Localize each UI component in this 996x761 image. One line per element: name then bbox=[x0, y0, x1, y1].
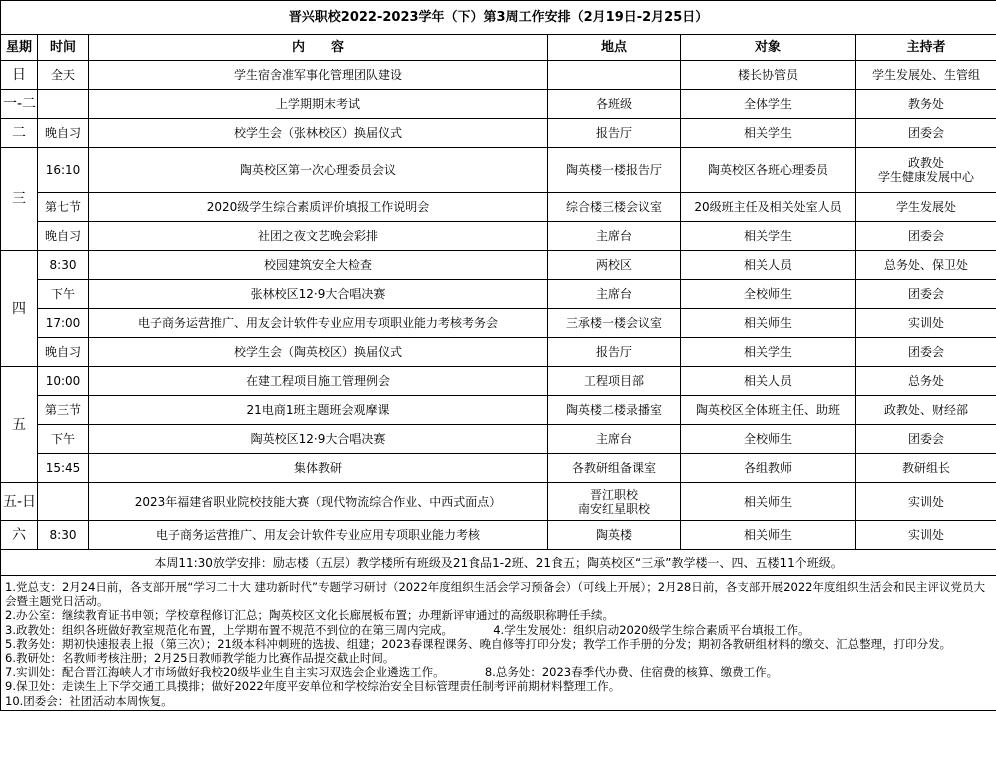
host-cell: 团委会 bbox=[856, 280, 996, 309]
content-cell: 社团之夜文艺晚会彩排 bbox=[89, 222, 548, 251]
place-cell: 报告厅 bbox=[548, 119, 681, 148]
table-row bbox=[1, 396, 996, 425]
target-cell: 相关师生 bbox=[681, 521, 856, 550]
content-cell: 在建工程项目施工管理例会 bbox=[89, 367, 548, 396]
content-cell: 电子商务运营推广、用友会计软件专业应用专项职业能力考核 bbox=[89, 521, 548, 550]
host-cell: 总务处 bbox=[856, 367, 996, 396]
host-cell: 学生发展处 bbox=[856, 193, 996, 222]
day-cell: 日 bbox=[1, 61, 38, 90]
day-cell: 五-日 bbox=[1, 483, 38, 521]
time-cell bbox=[38, 90, 89, 119]
day-cell: 四 bbox=[1, 251, 38, 367]
day-cell: 三 bbox=[1, 148, 38, 251]
content-cell: 校学生会（陶英校区）换届仪式 bbox=[89, 338, 548, 367]
table-row bbox=[1, 251, 996, 280]
target-cell: 全校师生 bbox=[681, 280, 856, 309]
place-cell: 主席台 bbox=[548, 425, 681, 454]
time-cell: 8:30 bbox=[38, 251, 89, 280]
time-cell: 10:00 bbox=[38, 367, 89, 396]
place-cell: 晋江职校 南安红星职校 bbox=[548, 483, 681, 521]
content-cell: 上学期期末考试 bbox=[89, 90, 548, 119]
content-cell: 校学生会（张林校区）换届仪式 bbox=[89, 119, 548, 148]
host-cell: 总务处、保卫处 bbox=[856, 251, 996, 280]
day-cell: 二 bbox=[1, 119, 38, 148]
place-cell: 主席台 bbox=[548, 222, 681, 251]
target-cell: 陶英校区全体班主任、助班 bbox=[681, 396, 856, 425]
place-cell: 各教研组备课室 bbox=[548, 454, 681, 483]
table-row bbox=[1, 280, 996, 309]
place-cell: 陶英楼 bbox=[548, 521, 681, 550]
header-day: 星期 bbox=[1, 35, 38, 61]
day-cell: 一-二 bbox=[1, 90, 38, 119]
place-cell bbox=[548, 61, 681, 90]
target-cell: 相关学生 bbox=[681, 222, 856, 251]
time-cell: 16:10 bbox=[38, 148, 89, 193]
table-row bbox=[1, 367, 996, 396]
time-cell: 17:00 bbox=[38, 309, 89, 338]
header-place: 地点 bbox=[548, 35, 681, 61]
target-cell: 相关师生 bbox=[681, 483, 856, 521]
target-cell: 相关人员 bbox=[681, 367, 856, 396]
time-cell: 晚自习 bbox=[38, 222, 89, 251]
header-target: 对象 bbox=[681, 35, 856, 61]
note-office: 2.办公室：继续教育证书申领；学校章程修订汇总；陶英校区文化长廊展板布置；办理新评审通过的高级职称聘任手续。 bbox=[5, 608, 614, 623]
place-cell: 陶英楼一楼报告厅 bbox=[548, 148, 681, 193]
content-cell: 校园建筑安全大检查 bbox=[89, 251, 548, 280]
time-cell: 下午 bbox=[38, 425, 89, 454]
target-cell: 相关师生 bbox=[681, 309, 856, 338]
host-cell: 政教处、财经部 bbox=[856, 396, 996, 425]
host-cell: 实训处 bbox=[856, 309, 996, 338]
table-row bbox=[1, 425, 996, 454]
time-cell: 晚自习 bbox=[38, 338, 89, 367]
host-cell: 团委会 bbox=[856, 338, 996, 367]
content-cell: 陶英校区12·9大合唱决赛 bbox=[89, 425, 548, 454]
note-security: 9.保卫处：走读生上下学交通工具摸排；做好2022年度平安单位和学校综治安全目标管理责任制考评前期材料整理工作。 bbox=[5, 679, 621, 694]
host-cell: 团委会 bbox=[856, 425, 996, 454]
host-cell: 政教处 学生健康发展中心 bbox=[856, 148, 996, 193]
place-cell: 主席台 bbox=[548, 280, 681, 309]
target-cell: 全校师生 bbox=[681, 425, 856, 454]
content-cell: 21电商1班主题班会观摩课 bbox=[89, 396, 548, 425]
content-cell: 集体教研 bbox=[89, 454, 548, 483]
content-cell: 学生宿舍准军事化管理团队建设 bbox=[89, 61, 548, 90]
header-time: 时间 bbox=[38, 35, 89, 61]
place-cell: 两校区 bbox=[548, 251, 681, 280]
place-cell: 陶英楼二楼录播室 bbox=[548, 396, 681, 425]
place-cell: 综合楼三楼会议室 bbox=[548, 193, 681, 222]
time-cell bbox=[38, 483, 89, 521]
note-party: 1.党总支：2月24日前，各支部开展“学习二十大 建功新时代”专题学习研讨（2022年度组织生活会学习预备会）（可线上开展）；2月28日前，各支部开展2022年度组织生活会和民主评议党员大会暨主题党日活动。 bbox=[5, 580, 985, 609]
table-row bbox=[1, 90, 996, 119]
content-cell: 电子商务运营推广、用友会计软件专业应用专项职业能力考核考务会 bbox=[89, 309, 548, 338]
content-cell: 张林校区12·9大合唱决赛 bbox=[89, 280, 548, 309]
host-cell: 实训处 bbox=[856, 483, 996, 521]
note-youth-league: 10.团委会：社团活动本周恢复。 bbox=[5, 693, 173, 708]
table-row bbox=[1, 193, 996, 222]
time-cell: 第七节 bbox=[38, 193, 89, 222]
note-training-general: 7.实训处：配合晋江海峡人才市场做好我校20级毕业生自主实习双选会企业遴选工作。 8.总务处：2023春季代办费、住宿费的核算、缴费工作。 bbox=[5, 665, 779, 680]
page-title: 晋兴职校2022-2023学年（下）第3周工作安排（2月19日-2月25日） bbox=[1, 1, 996, 35]
table-row bbox=[1, 309, 996, 338]
header-content: 内 容 bbox=[89, 35, 548, 61]
target-cell: 全体学生 bbox=[681, 90, 856, 119]
target-cell: 相关学生 bbox=[681, 338, 856, 367]
time-cell: 全天 bbox=[38, 61, 89, 90]
target-cell: 楼长协管员 bbox=[681, 61, 856, 90]
time-cell: 晚自习 bbox=[38, 119, 89, 148]
time-cell: 15:45 bbox=[38, 454, 89, 483]
table-row bbox=[1, 483, 996, 521]
day-cell: 六 bbox=[1, 521, 38, 550]
target-cell: 陶英校区各班心理委员 bbox=[681, 148, 856, 193]
table-row bbox=[1, 148, 996, 193]
day-cell: 五 bbox=[1, 367, 38, 483]
place-cell: 三承楼一楼会议室 bbox=[548, 309, 681, 338]
dismissal-note: 本周11:30放学安排：励志楼（五层）教学楼所有班级及21食品1-2班、21食五；陶英校区“三承”教学楼一、四、五楼11个班级。 bbox=[1, 550, 996, 576]
table-row bbox=[1, 222, 996, 251]
content-cell: 2023年福建省职业院校技能大赛（现代物流综合作业、中西式面点） bbox=[89, 483, 548, 521]
content-cell: 陶英校区第一次心理委员会议 bbox=[89, 148, 548, 193]
time-cell: 下午 bbox=[38, 280, 89, 309]
target-cell: 相关学生 bbox=[681, 119, 856, 148]
note-politics-students: 3.政教处：组织各班做好教室规范化布置，上学期布置不规范不到位的在第三周内完成。 4.学生发展处：组织启动2020级学生综合素质平台填报工作。 bbox=[5, 622, 810, 637]
content-cell: 2020级学生综合素质评价填报工作说明会 bbox=[89, 193, 548, 222]
table-row bbox=[1, 119, 996, 148]
target-cell: 各组教师 bbox=[681, 454, 856, 483]
time-cell: 8:30 bbox=[38, 521, 89, 550]
table-row bbox=[1, 61, 996, 90]
table-row bbox=[1, 338, 996, 367]
time-cell: 第三节 bbox=[38, 396, 89, 425]
host-cell: 教务处 bbox=[856, 90, 996, 119]
place-cell: 报告厅 bbox=[548, 338, 681, 367]
target-cell: 相关人员 bbox=[681, 251, 856, 280]
table-row bbox=[1, 454, 996, 483]
host-cell: 团委会 bbox=[856, 119, 996, 148]
header-host: 主持者 bbox=[856, 35, 996, 61]
host-cell: 教研组长 bbox=[856, 454, 996, 483]
note-academic-research: 5.教务处：期初快速报表上报（第三次）；21级本科冲刺班的选拔、组建；2023春课程课务、晚自修等打印分发；教学工作手册的分发；期初各教研组材料的缴交、汇总整理，打印分发。 6.教研处：名教师考核注册；2月25日教师教学能力比赛作品提交截止时间。 bbox=[5, 636, 992, 666]
table-row bbox=[1, 521, 996, 550]
host-cell: 实训处 bbox=[856, 521, 996, 550]
host-cell: 团委会 bbox=[856, 222, 996, 251]
department-notes bbox=[1, 576, 996, 711]
place-cell: 工程项目部 bbox=[548, 367, 681, 396]
place-cell: 各班级 bbox=[548, 90, 681, 119]
target-cell: 20级班主任及相关处室人员 bbox=[681, 193, 856, 222]
host-cell: 学生发展处、生管组 bbox=[856, 61, 996, 90]
